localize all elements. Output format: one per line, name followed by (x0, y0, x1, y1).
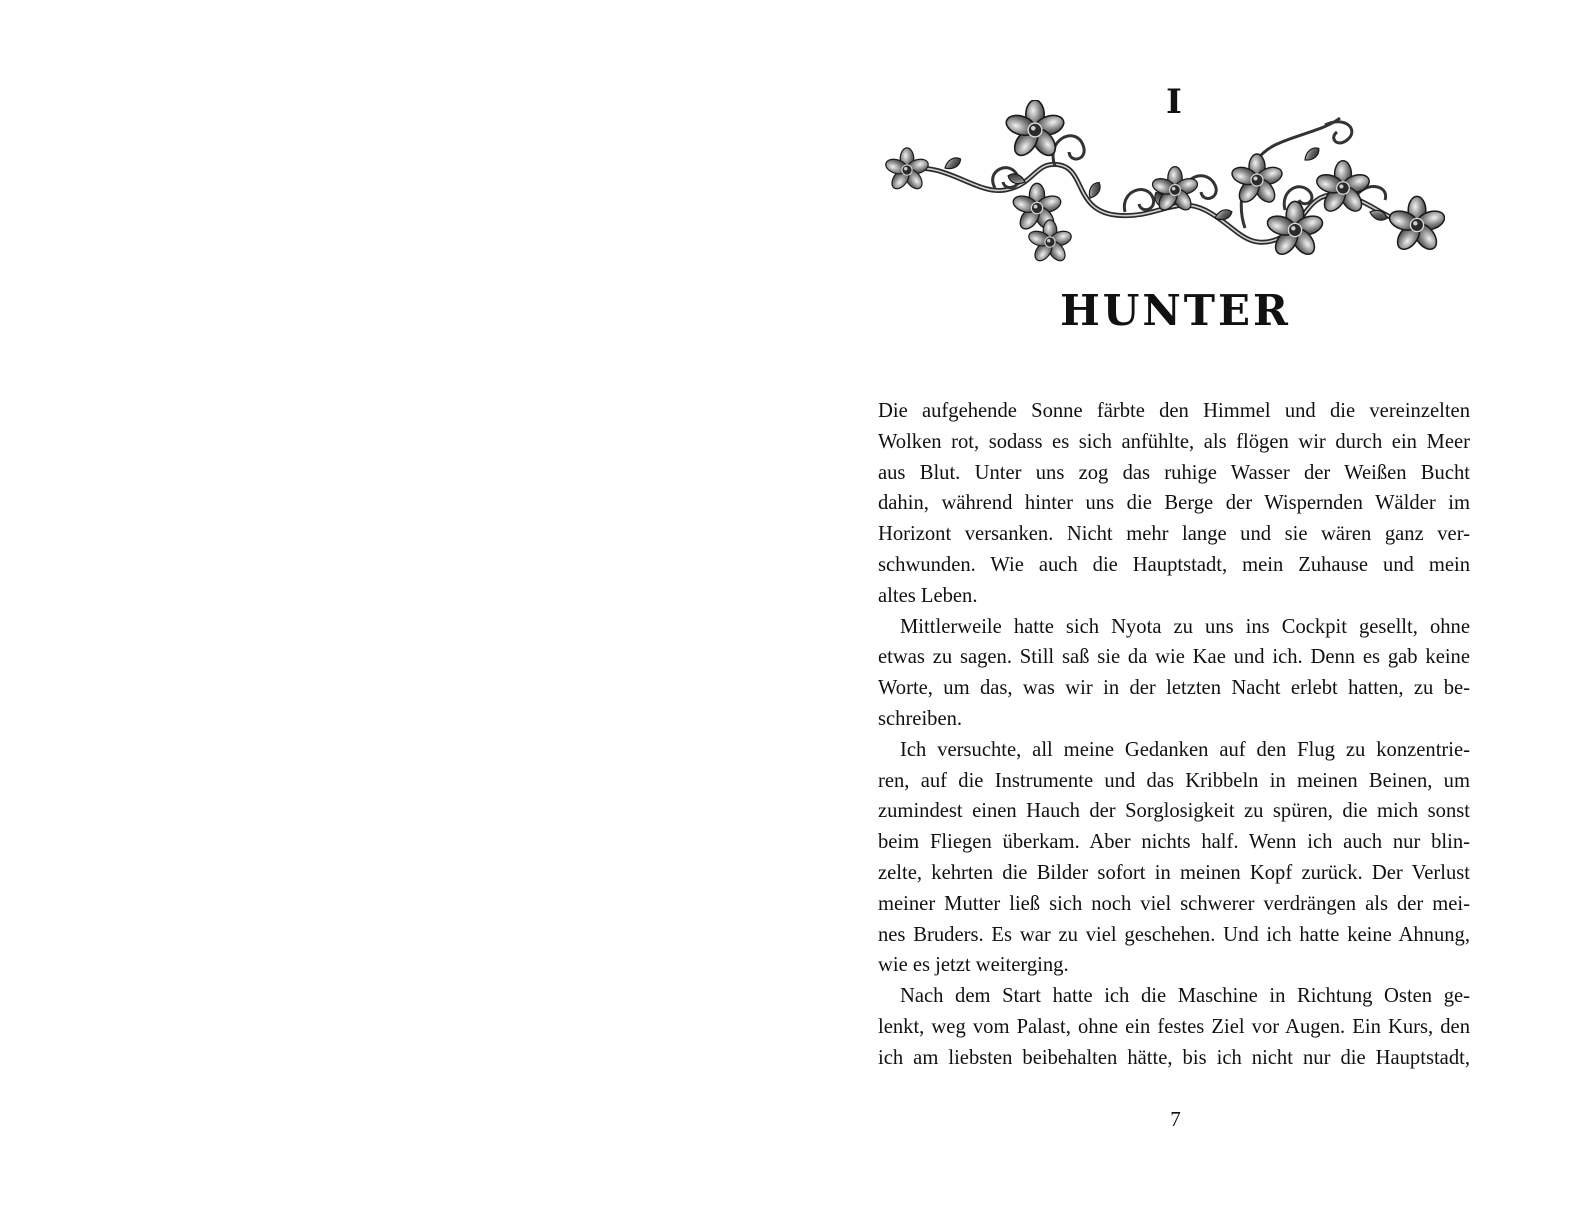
paragraph-2 (878, 612, 1470, 735)
text-line: Mittlerweile hatte sich Nyota zu uns ins Cockpit gesellt, ohne (900, 615, 1470, 638)
paragraph-1 (878, 396, 1470, 612)
text-line: Ich versuchte, all meine Gedanken auf den Flug zu konzentrie- (900, 738, 1470, 761)
text-line: nes Bruders. Es war zu viel geschehen. Und ich hatte keine Ahnung, (878, 923, 1470, 946)
text-line: altes Leben. (878, 584, 978, 607)
text-line: dahin, während hinter uns die Berge der Wispernden Wälder im (878, 492, 1470, 515)
chapter-title-text: HUNTER (1060, 286, 1291, 335)
paragraph-4 (878, 981, 1470, 1073)
text-line: wie es jetzt weiterging. (878, 954, 1069, 977)
right-page (797, 0, 1594, 1217)
text-line: zelte, kehrten die Bilder sofort in meinen Kopf zurück. Der Verlust (878, 861, 1470, 884)
text-line: lenkt, weg vom Palast, ohne ein festes Ziel vor Augen. Ein Kurs, den (878, 1015, 1470, 1038)
chapter-number-text: I (1166, 82, 1182, 122)
text-line: beim Fliegen überkam. Aber nichts half. Wenn ich auch nur blin- (878, 831, 1470, 854)
chapter-body-text (878, 396, 1470, 1074)
text-line: etwas zu sagen. Still saß sie da wie Kae und ich. Denn es gab keine (878, 646, 1470, 669)
text-line: zumindest einen Hauch der Sorglosigkeit zu spüren, die mich sonst (878, 800, 1470, 823)
chapter-title (797, 283, 1594, 339)
text-line: aus Blut. Unter uns zog das ruhige Wasser der Weißen Bucht (878, 461, 1470, 484)
text-line: schreiben. (878, 707, 963, 730)
text-line: Worte, um das, was wir in der letzten Nacht erlebt hatten, zu be- (878, 677, 1470, 700)
text-line: Wolken rot, sodass es sich anfühlte, als flögen wir durch ein Meer (878, 430, 1470, 453)
text-line: Horizont versanken. Nicht mehr lange und sie wären ganz ver- (878, 523, 1470, 546)
text-line: schwunden. Wie auch die Hauptstadt, mein Zuhause und mein (878, 553, 1470, 576)
text-line: Die aufgehende Sonne färbte den Himmel und die vereinzelten (878, 400, 1470, 422)
text-line: ich am liebsten beibehalten hätte, bis ich nicht nur die Hauptstadt, (878, 1046, 1470, 1069)
text-line: Nach dem Start hatte ich die Maschine in Richtung Osten ge- (900, 985, 1470, 1008)
text-line: ren, auf die Instrumente und das Kribbeln in meinen Beinen, um (878, 769, 1470, 792)
page-number-text: 7 (1170, 1107, 1181, 1131)
page-number (797, 1104, 1594, 1134)
floral-vine-ornament-icon (885, 100, 1445, 280)
paragraph-3 (878, 735, 1470, 981)
text-line: meiner Mutter ließ sich noch viel schwerer verdrängen als der mei- (878, 892, 1470, 915)
